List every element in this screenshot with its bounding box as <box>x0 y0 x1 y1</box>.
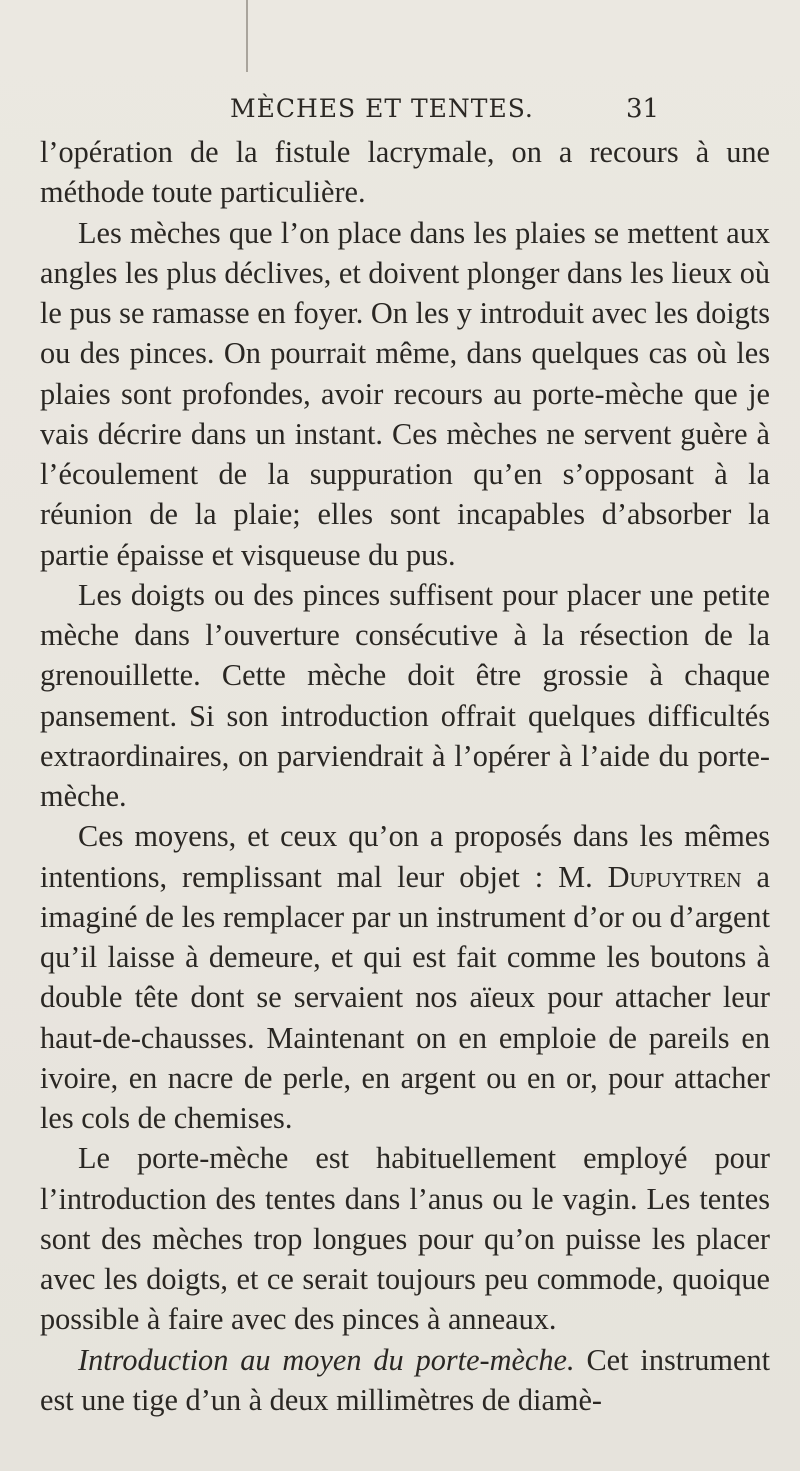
paragraph-4 <box>40 816 770 1138</box>
paragraph-5: Le porte-mèche est habituellement employé pour l’introduction des tentes dans l’anus ou le vagin. Les tentes sont des mèches trop longues pour qu’on puisse les placer avec les doigts, et ce serait toujours peu commode, quoique possible à faire avec des pinces à anneaux. <box>40 1141 770 1337</box>
paragraph-2: Les mèches que l’on place dans les plaies se mettent aux angles les plus déclives, et doivent plonger dans les lieux où le pus se ramasse en foyer. On les y introduit avec les doigts ou des pinces. On pourrait même, dans quelques cas où les plaies sont profondes, avoir recours au porte-mèche que je vais décrire dans un instant. Ces mèches ne servent guère à l’écoulement de la suppuration qu’en s’opposant à la réunion de la plaie; elles sont incapables d’absorber la partie épaisse et visqueuse du pus. <box>40 215 770 572</box>
paragraph-6-text: Cet instrument est une tige d’un à deux millimètres de diamè- <box>40 1342 771 1417</box>
paragraph-6 <box>40 1340 770 1421</box>
running-head: MÈCHES ET TENTES. <box>230 94 534 123</box>
margin-mark <box>246 0 248 72</box>
paragraph-1: l’opération de la fistule lacrymale, on a recours à une méthode toute particulière. <box>40 135 770 210</box>
paragraph-3: Les doigts ou des pinces suffisent pour placer une petite mèche dans l’ouverture consécutive à la résection de la grenouillette. Cette mèche doit être grossie à chaque pansement. Si son introduction offrait quelques difficultés extraordinaires, on parviendrait à l’opérer à l’aide du porte-mèche. <box>40 577 770 813</box>
page-header <box>0 94 800 134</box>
body-text <box>40 132 770 1420</box>
paragraph-4-after: a imaginé de les remplacer par un instrument d’or ou d’argent qu’il laisse à demeure, et qui est fait comme les boutons à double tête dont se servaient nos aïeux pour attacher leur haut-de-chausses. Maintenant on en emploie de pareils en ivoire, en nacre de perle, en argent ou en or, pour attacher les cols de chemises. <box>40 859 770 1135</box>
author-name: Dupuytren <box>607 859 742 894</box>
section-heading: Introduction au moyen du porte-mèche. <box>78 1342 575 1377</box>
paragraph-4-before: Ces moyens, et ceux qu’on a proposés dans les mêmes intentions, remplissant mal leur objet : M. <box>40 819 770 894</box>
page-number: 31 <box>626 94 660 124</box>
